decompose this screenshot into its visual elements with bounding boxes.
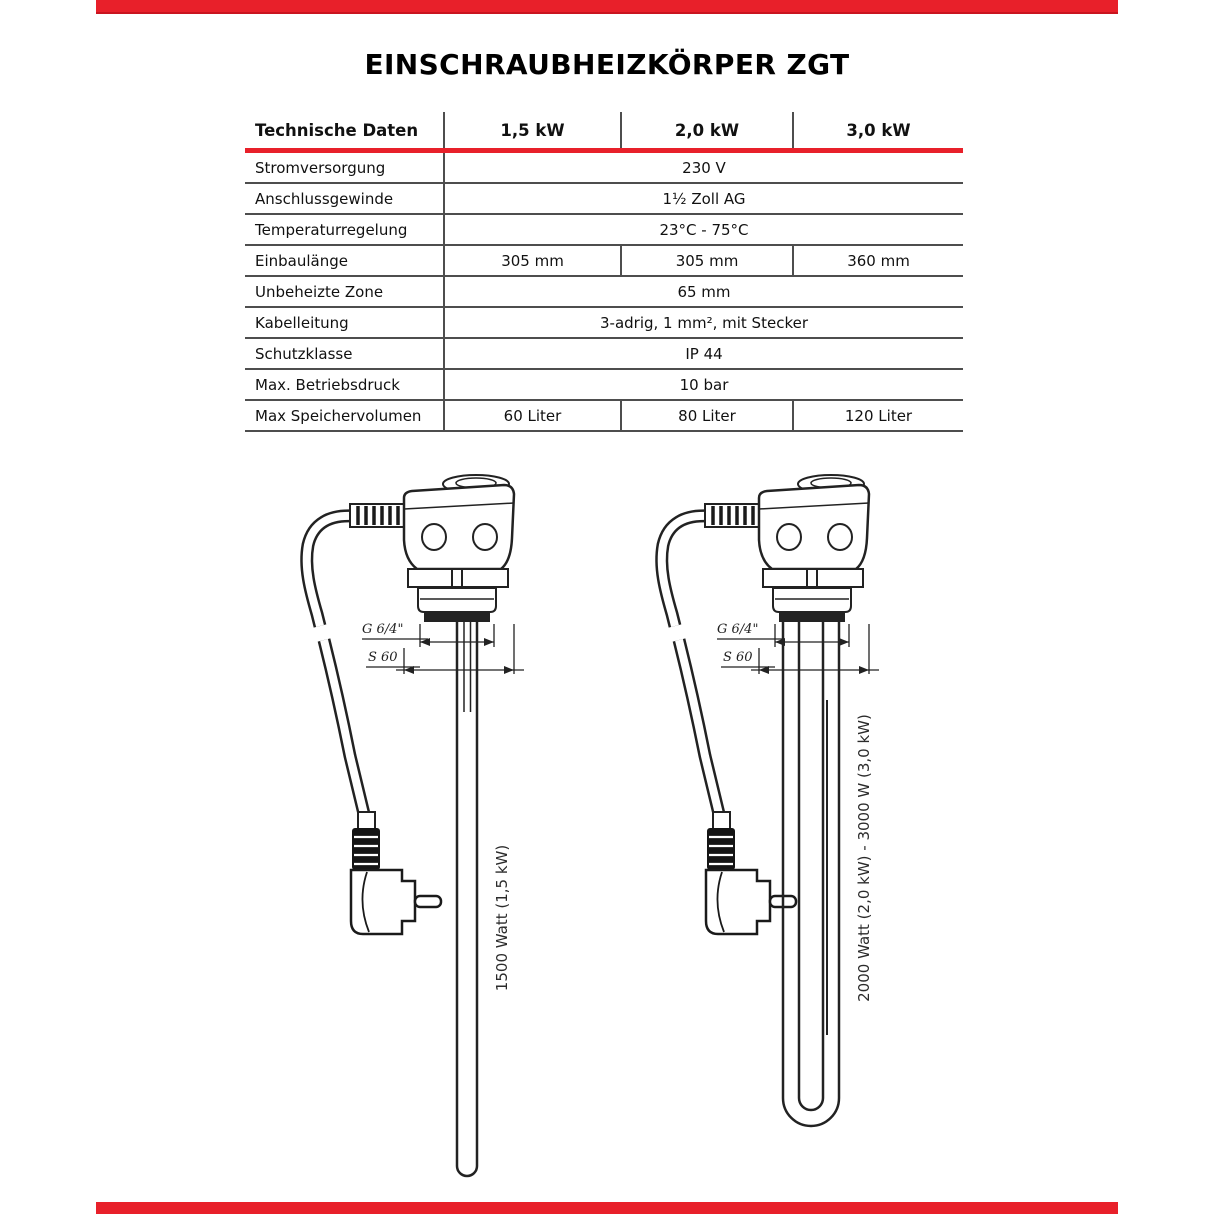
row-value: 360 mm <box>792 246 963 275</box>
row-value: 230 V <box>443 153 963 182</box>
row-label: Temperaturregelung <box>255 220 408 239</box>
row-value: 1½ Zoll AG <box>443 184 963 213</box>
row-value: 65 mm <box>443 277 963 306</box>
row-value: 3-adrig, 1 mm², mit Stecker <box>443 308 963 337</box>
table-header-label: Technische Daten <box>255 120 419 140</box>
row-label: Unbeheizte Zone <box>255 282 384 301</box>
table-header-row <box>245 112 963 148</box>
table-header-col-2: 2,0 kW <box>620 112 792 148</box>
table-row <box>245 370 963 401</box>
table-header-col-1: 1,5 kW <box>443 112 620 148</box>
technical-data-table <box>245 112 963 432</box>
heating-rod-straight <box>457 622 477 1176</box>
table-row <box>245 277 963 308</box>
table-row <box>245 308 963 339</box>
technical-drawings <box>280 450 980 1214</box>
row-value: 60 Liter <box>443 401 620 430</box>
table-header-col-3: 3,0 kW <box>792 112 963 148</box>
row-value: IP 44 <box>443 339 963 368</box>
row-value: 80 Liter <box>620 401 792 430</box>
row-value: 305 mm <box>443 246 620 275</box>
top-accent-bar <box>96 0 1118 14</box>
table-row <box>245 401 963 432</box>
heating-rod-uloop <box>783 622 839 1126</box>
table-row <box>245 339 963 370</box>
row-label: Einbaulänge <box>255 251 348 270</box>
page-title: EINSCHRAUBHEIZKÖRPER ZGT <box>364 48 850 81</box>
table-row <box>245 246 963 277</box>
row-label: Kabelleitung <box>255 313 349 332</box>
row-label: Anschlussgewinde <box>255 189 394 208</box>
row-label: Stromversorgung <box>255 158 386 177</box>
row-label: Schutzklasse <box>255 344 353 363</box>
table-row <box>245 215 963 246</box>
row-value: 305 mm <box>620 246 792 275</box>
table-row <box>245 184 963 215</box>
left-wattage-caption: 1500 Watt (1,5 kW) <box>493 844 511 992</box>
heater-head-left <box>307 475 524 934</box>
row-value: 120 Liter <box>792 401 963 430</box>
heater-head-right <box>662 475 879 934</box>
row-label: Max. Betriebsdruck <box>255 375 400 394</box>
row-value: 10 bar <box>443 370 963 399</box>
row-value: 23°C - 75°C <box>443 215 963 244</box>
table-row <box>245 153 963 184</box>
right-wattage-caption: 2000 Watt (2,0 kW) - 3000 W (3,0 kW) <box>855 714 873 1002</box>
row-label: Max Speichervolumen <box>255 406 422 425</box>
